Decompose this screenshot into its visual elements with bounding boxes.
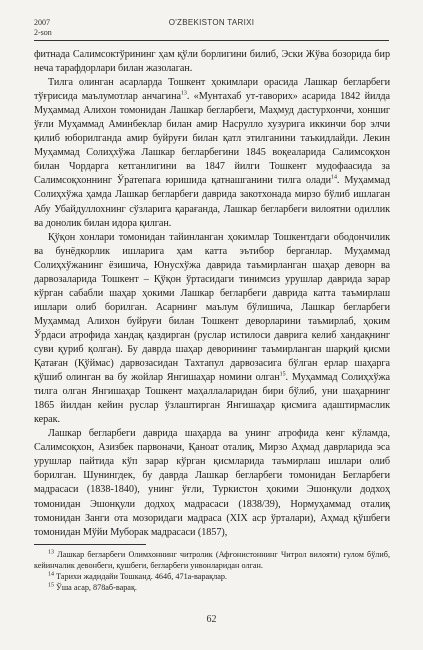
article-body <box>34 48 390 540</box>
header-rule <box>34 40 389 41</box>
header-year: 2007 <box>34 18 50 27</box>
footnote-number: 14 <box>48 571 54 578</box>
footnote-ref: 14 <box>331 175 337 182</box>
header-issue: 2-son <box>34 28 52 37</box>
paragraph-text: Лашкар бегларбеги даврида шаҳарда ва унинг атрофида кенг кўламда, Салимсоқхон, Азизбек парвоначи, Қаноат оталиқ, Мирзо Аҳмад даврларида эса урушлар пайтида кўп зарар кўрган қисмларида таъмирлаш ишлари олиб борилган. Шунингдек, бу даврда Лашкар бегларбеги томонидан Бегларбеги мадрасаси (1838-1840), унинг ўғли, Туркистон ҳокими Эшонқули додхоҳ томонидан Эшонқули додхоҳ мадрасаси (1838/39), Нормуҳаммад оталиқ томонидан Занги ота мозоридаги мадраса (XIX аср ўрталари), Аҳмад қўшбеги томонидан Мўйи Муборак мадрасаси (1857), <box>34 428 390 538</box>
paragraph-text: фитнада Салимсоктўрининг ҳам қўли борлигини билиб, Эски Жўва бозорида бир неча тарафдорлари билан жазолаган. <box>34 49 390 75</box>
footnote-ref: 13 <box>180 90 187 97</box>
body-paragraph <box>34 48 390 76</box>
page-number: 62 <box>206 614 217 625</box>
footnote-text: Ўша асар, 878аб-варақ. <box>54 583 137 592</box>
footnote <box>34 549 390 571</box>
footnotes <box>34 549 390 593</box>
paragraph-text: Қўқон хонлари томонидан тайинланган ҳокимлар Тошкентдаги ободончилик ва бунёдкорлик ишларига ҳам катта эътибор берганлар. Муҳаммад Солиҳхўжанинг ёзишича, Юнусхўжа даврида таъмирланган шаҳар деворн ва дарвозаларида Тошкент – Қўқон ўртасидаги тинимсиз урушлар даврида зарар кўрган сабабли шаҳар ҳокими Лашкар бегларбеги даврида катта таъмирлаш ишлари олиб борилган. Асарнинг маълум бўлишича, Лашкар бегларбеги Муҳаммад Алихон буйруғи билан Тошкент деворларини таъмирлаб, ҳоким Ўрдаси атрофида хандақ қаздирган (руслар истилоси даврига келиб хандақнинг суви қуриб қолган). Бу даврда шаҳар деворининг таъмирланган шарқий қисми Қатаған (Қўймас) дарвозасидан Тахтапул дарвозасига бўлган ерлар шаҳарга қўшиб олинган ва бу жойлар Янгишаҳар номини олган <box>34 231 390 384</box>
footnote-text: Лашкар бегларбеги Олимхоннинг читролик (Афғонистоннинг Читрол вилояти) ғулом бўлиб, кейинчалик девонбеги, қушбеги, бегларбеги унвонларидан олган. <box>34 550 390 570</box>
journal-title: O'ZBEKISTON TARIXI <box>168 18 255 27</box>
paragraph-text: . Муҳаммад Солиҳхўжа тилга олган Янгишаҳар Тошкент маҳаллаларидан бири бўлиб, уни шаҳарнинг 1865 йилдан кейин руслар ўзлаштирган Янгишаҳар қисмига адаштирмаслик керак. <box>34 372 390 426</box>
footnote <box>34 571 390 582</box>
footnote-number: 13 <box>48 549 54 556</box>
body-paragraph <box>34 231 390 428</box>
paragraph-text: . Муҳаммад Солиҳхўжа ҳамда Лашкар бегларбеги даврида закотхонада мирзо бўлиб ишлаган Абу Убайдуллохнинг сўзларига қарағанда, Лашкар бегларбеги вилоятни одиллик ва донолик билан идора қилган. <box>34 175 390 229</box>
body-paragraph <box>34 76 390 231</box>
footnote-ref: 15 <box>279 371 286 378</box>
footnote-rule <box>34 544 146 545</box>
paragraph-text: Тилга олинган асарларда Тошкент ҳокимлари орасида Лашкар бегларбеги тўғрисида маълумотлар анчагина <box>34 77 390 103</box>
body-paragraph <box>34 427 390 539</box>
footnote <box>34 582 390 593</box>
footnote-number: 15 <box>48 582 54 589</box>
paragraph-text: . «Мунтахаб ут-таворих» асарида 1842 йилда Муҳаммад Алихон томонидан Лашкар бегларбеги, Маҳмуд дастурхончи, хоншиг ўғли Муҳаммад Аминбеклар билан амир Насрулло хузурига иккинчи бор элчи қилиб юборилганда амир буйруғи билан қатл этилганини таъкидлайди. Лекин Муҳаммад Солиҳхўжа Лашкар бегларбегини 1845 воқеаларида Салимсоқхон билан Чордарга кетганлигини ва 1847 йилги Тошкент мудофаасида за Салимсоқхоннинг Ўратепага юришида қатнашганини тилга олади <box>34 91 391 187</box>
footnote-text: Тарихи жадидайи Тошканд. 464б, 471а-варақлар. <box>54 572 227 581</box>
